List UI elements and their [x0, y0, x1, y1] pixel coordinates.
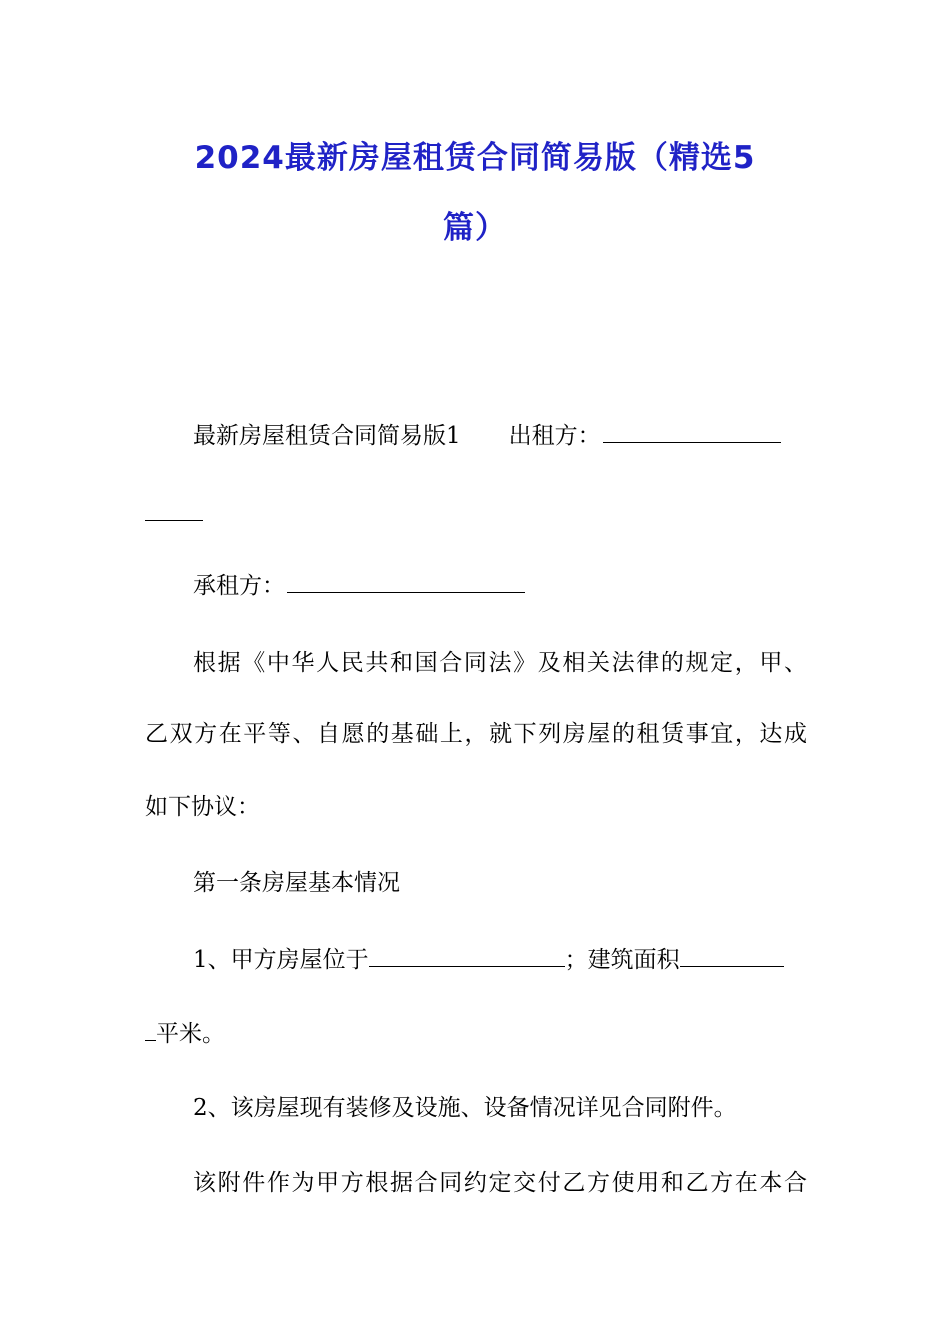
area-blank-tail — [145, 1018, 156, 1041]
lessee-line — [193, 570, 807, 601]
area-blank — [680, 944, 784, 967]
item-1-suffix: 平米。 — [156, 1021, 225, 1047]
item-1-mid: ；建筑面积 — [564, 947, 680, 973]
item-1-prefix: 1、甲方房屋位于 — [193, 947, 369, 973]
preamble-line-2: 乙双方在平等、自愿的基础上，就下列房屋的租赁事宜，达成 — [145, 721, 807, 747]
contract-heading: 最新房屋租赁合同简易版1 — [193, 423, 461, 449]
lessee-label: 承租方： — [193, 573, 285, 599]
preamble-line-3: 如下协议： — [145, 794, 260, 820]
location-blank — [369, 944, 565, 967]
preamble-line-1: 根据《中华人民共和国合同法》及相关法律的规定，甲、 — [193, 650, 807, 676]
contract-heading-line — [193, 420, 807, 451]
item-1-continuation — [145, 1018, 807, 1049]
attachment-line-1: 该附件作为甲方根据合同约定交付乙方使用和乙方在本合 — [193, 1170, 807, 1196]
lessor-label: 出租方： — [508, 423, 601, 449]
item-1-line — [193, 944, 807, 975]
item-2-line: 2、该房屋现有装修及设施、设备情况详见合同附件。 — [193, 1095, 737, 1121]
document-title-line-2: 篇） — [443, 210, 507, 246]
document-title-line-1: 2024最新房屋租赁合同简易版（精选5 — [194, 140, 756, 176]
lessee-blank — [287, 570, 525, 593]
lessor-blank-continuation — [145, 498, 807, 529]
article-1-heading: 第一条房屋基本情况 — [193, 870, 400, 896]
lessor-blank — [603, 420, 781, 443]
lessor-blank-tail — [145, 498, 203, 521]
